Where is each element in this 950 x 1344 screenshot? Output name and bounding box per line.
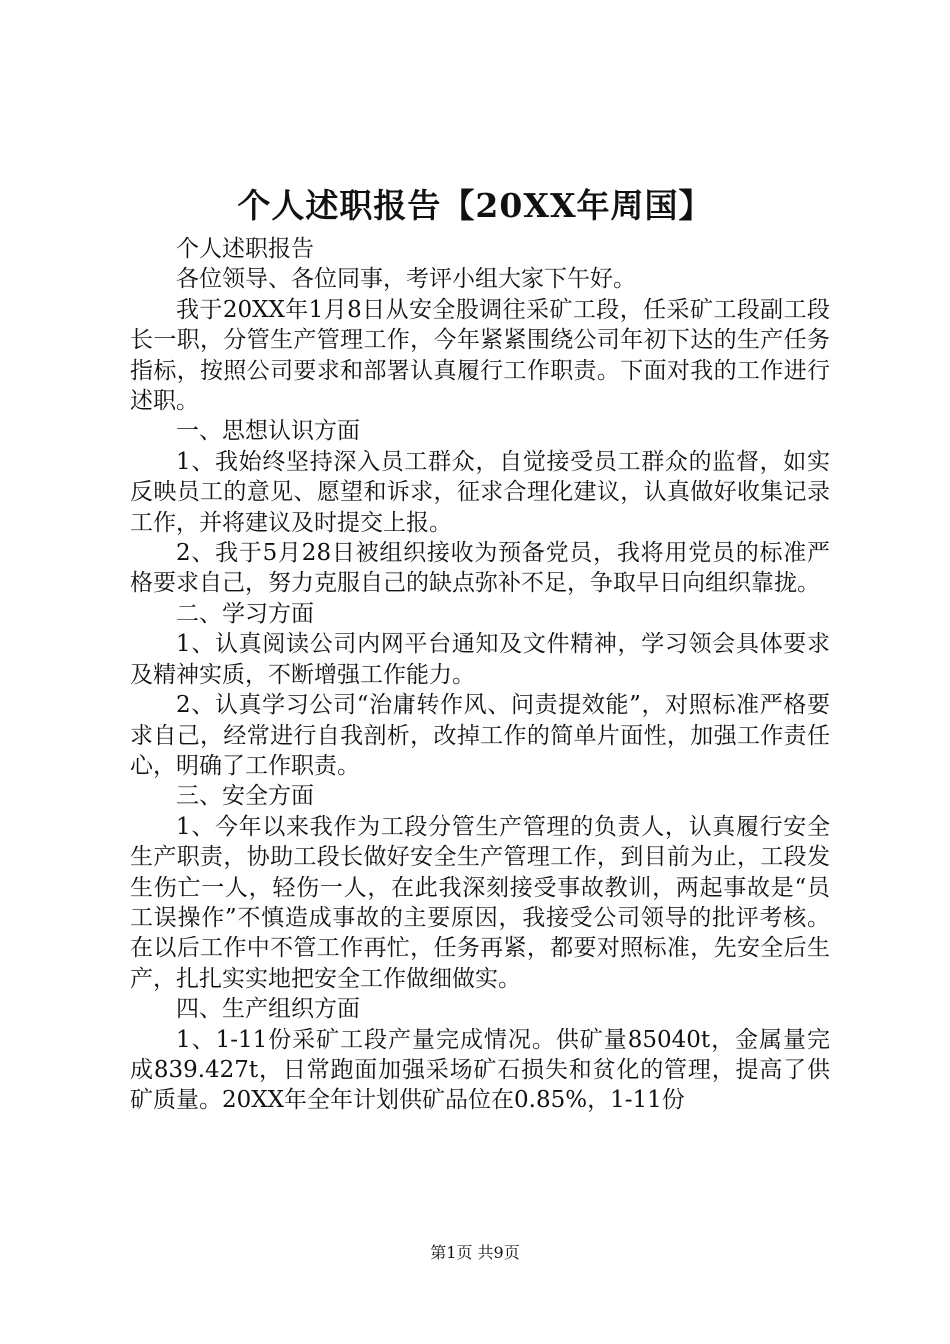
paragraph-greeting: 各位领导、各位同事，考评小组大家下午好。 [176, 266, 636, 293]
paragraph-production-1: 1、1-11份采矿工段产量完成情况。供矿量85040t，金属量完成839.427t，日常跑面加强采场矿石损失和贫化的管理，提高了供矿质量。20XX年全年计划供矿品位在0.85%，1-11份 [130, 1026, 830, 1114]
section-heading-study: 二、学习方面 [176, 600, 314, 627]
paragraph-thought-2: 2、我于5月28日被组织接收为预备党员，我将用党员的标准严格要求自己，努力克服自己的缺点弥补不足，争取早日向组织靠拢。 [130, 540, 830, 597]
document-title: 个人述职报告【20XX年周国】 [237, 186, 713, 225]
paragraph-thought-1: 1、我始终坚持深入员工群众，自觉接受员工群众的监督，如实反映员工的意见、愿望和诉求，征求合理化建议，认真做好收集记录工作，并将建议及时提交上报。 [130, 448, 830, 536]
section-heading-thought: 一、思想认识方面 [176, 418, 360, 445]
paragraph-intro: 我于20XX年1月8日从安全股调往采矿工段，任采矿工段副工段长一职，分管生产管理工作，今年紧紧围绕公司年初下达的生产任务指标，按照公司要求和部署认真履行工作职责。下面对我的工作进行述职。 [130, 296, 830, 415]
section-heading-safety: 三、安全方面 [176, 783, 314, 810]
document-body [130, 234, 830, 1116]
section-heading-production: 四、生产组织方面 [176, 996, 360, 1023]
paragraph-study-1: 1、认真阅读公司内网平台通知及文件精神，学习领会具体要求及精神实质，不断增强工作能力。 [130, 631, 830, 688]
page-footer: 第1页 共9页 [430, 1243, 520, 1262]
paragraph-study-2: 2、认真学习公司“治庸转作风、问责提效能”，对照标准严格要求自己，经常进行自我剖析，改掉工作的简单片面性，加强工作责任心，明确了工作职责。 [130, 692, 830, 779]
paragraph-safety-1: 1、今年以来我作为工段分管生产管理的负责人，认真履行安全生产职责，协助工段长做好安全生产管理工作，到目前为止，工段发生伤亡一人，轻伤一人，在此我深刻接受事故教训，两起事故是“员工误操作”不慎造成事故的主要原因，我接受公司领导的批评考核。在以后工作中不管工作再忙，任务再紧，都要对照标准，先安全后生产，扎扎实实地把安全工作做细做实。 [130, 813, 830, 992]
paragraph-heading: 个人述职报告 [176, 236, 314, 262]
